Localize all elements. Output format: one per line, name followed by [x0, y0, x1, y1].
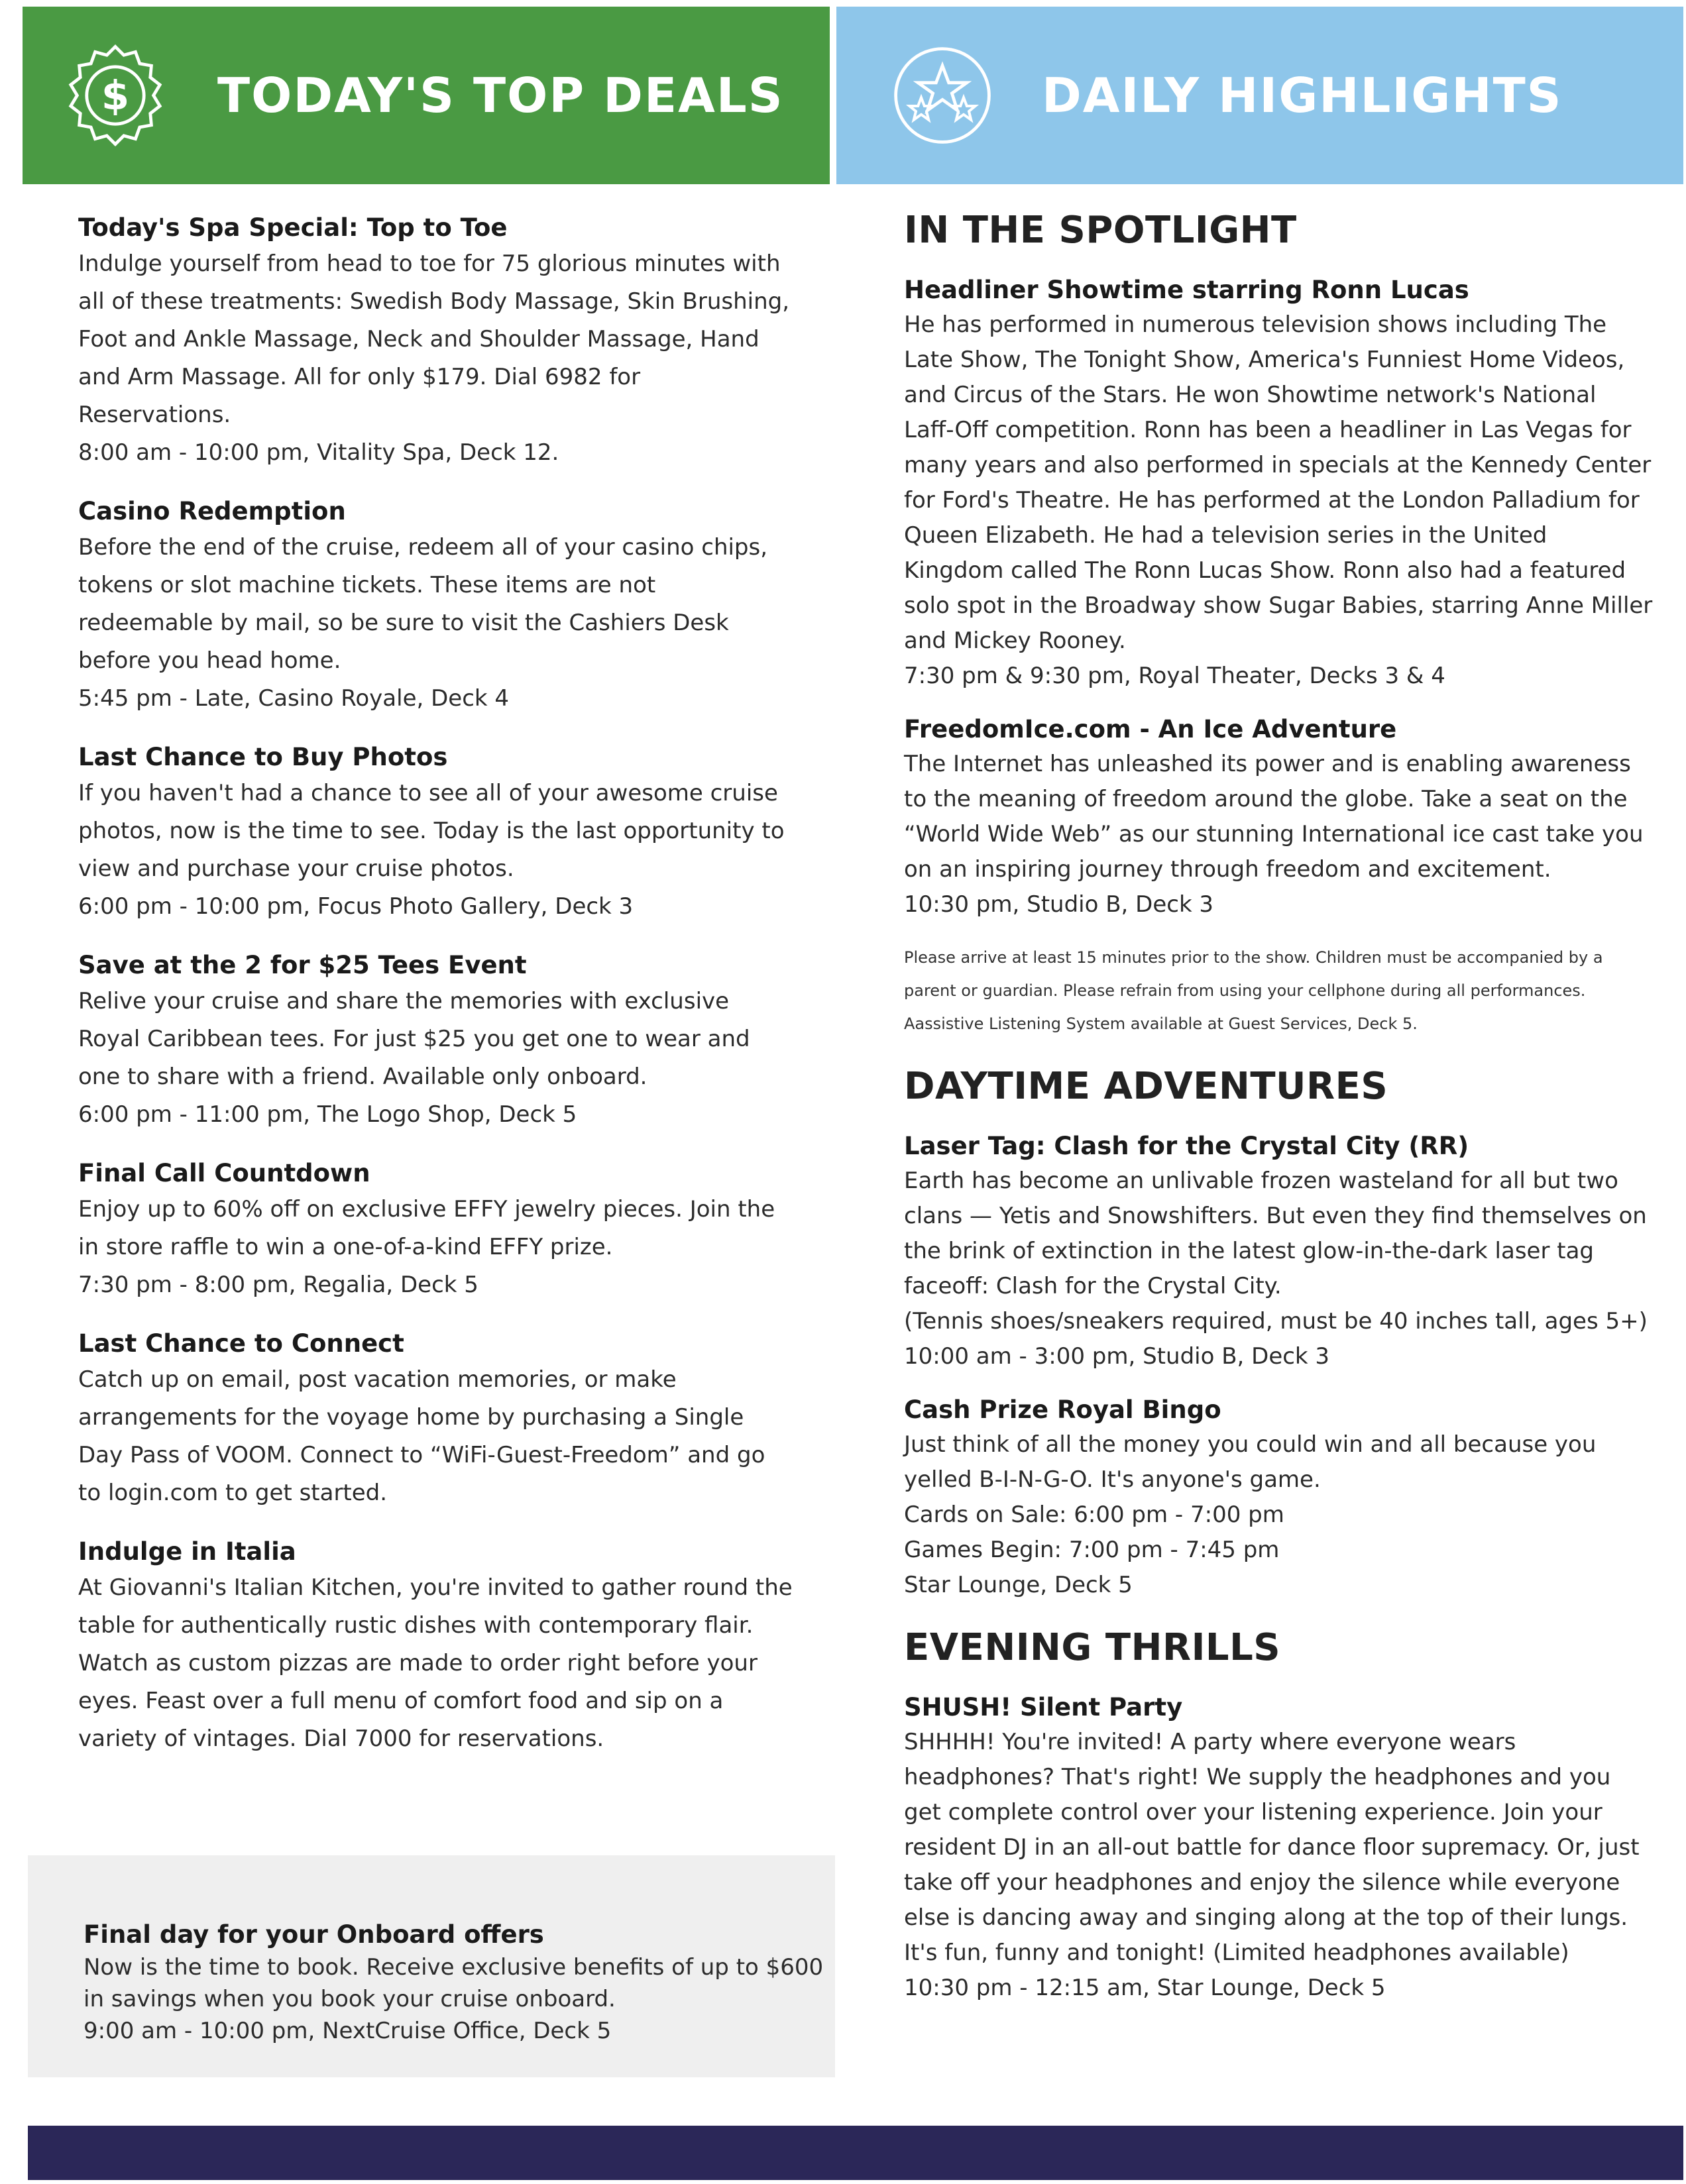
- event-description: Earth has become an unlivable frozen wasteland for all but two clans — Yetis and Snowshifters. But even they find themselves on the brink of extinction in the latest glow-in-the-dark laser tag faceoff: Clash for the Crystal City.: [904, 1168, 1647, 1299]
- deal-description: Enjoy up to 60% off on exclusive EFFY jewelry pieces. Join the in store raffle to win a one-of-a-kind EFFY prize.: [78, 1196, 775, 1260]
- deal-description: If you haven't had a chance to see all of your awesome cruise photos, now is the time to see. Today is the last opportunity to view and purchase your cruise photos.: [78, 780, 785, 882]
- daytime-heading: DAYTIME ADVENTURES: [904, 1065, 1388, 1108]
- offer-title: Final day for your Onboard offers: [84, 1920, 544, 1949]
- event-title: SHUSH! Silent Party: [904, 1693, 1183, 1721]
- deal-item: [78, 494, 794, 718]
- footer-bar: [28, 2126, 1683, 2180]
- event-item: [904, 1690, 1653, 2006]
- event-time-location: 10:00 am - 3:00 pm, Studio B, Deck 3: [904, 1343, 1330, 1370]
- evening-heading: EVENING THRILLS: [904, 1626, 1281, 1669]
- offer-time-location: 9:00 am - 10:00 pm, NextCruise Office, Deck 5: [84, 2018, 612, 2044]
- deal-title: Last Chance to Buy Photos: [78, 743, 448, 771]
- deal-description: Catch up on email, post vacation memories, or make arrangements for the voyage home by purchasing a Single Day Pass of VOOM. Connect to “WiFi-Guest-Freedom” and go to login.com to get started.: [78, 1366, 765, 1506]
- deal-title: Save at the 2 for $25 Tees Event: [78, 951, 527, 979]
- top-deals-banner: [23, 7, 830, 184]
- deal-title: Today's Spa Special: Top to Toe: [78, 213, 508, 242]
- top-deals-title: TODAY'S TOP DEALS: [217, 68, 784, 123]
- deal-time-location: 6:00 pm - 11:00 pm, The Logo Shop, Deck 5: [78, 1101, 577, 1128]
- stars-badge-icon: [889, 42, 995, 148]
- deal-time-location: 5:45 pm - Late, Casino Royale, Deck 4: [78, 685, 510, 712]
- deal-description: Before the end of the cruise, redeem all of your casino chips, tokens or slot machine tickets. These items are not redeemable by mail, so be sure to visit the Cashiers Desk before you head home.: [78, 534, 768, 674]
- event-time-location: 10:30 pm, Studio B, Deck 3: [904, 891, 1214, 918]
- deal-item: [78, 1535, 794, 1758]
- deal-item: [78, 1156, 794, 1304]
- event-item: [904, 712, 1653, 922]
- event-schedule-line: Star Lounge, Deck 5: [904, 1572, 1133, 1598]
- event-item: [904, 1393, 1653, 1603]
- event-title: Headliner Showtime starring Ronn Lucas: [904, 276, 1469, 304]
- deal-time-location: 6:00 pm - 10:00 pm, Focus Photo Gallery, Deck 3: [78, 893, 634, 920]
- event-time-location: 7:30 pm & 9:30 pm, Royal Theater, Decks 3 & 4: [904, 663, 1445, 689]
- deal-title: Last Chance to Connect: [78, 1329, 404, 1358]
- deal-description: At Giovanni's Italian Kitchen, you're invited to gather round the table for authentically rustic dishes with contemporary flair. Watch as custom pizzas are made to order right before your eyes. Feast over a full menu of comfort food and sip on a variety of vintages. Dial 7000 for reservations.: [78, 1574, 793, 1752]
- event-description: He has performed in numerous television shows including The Late Show, The Tonight Show, America's Funniest Home Videos, and Circus of the Stars. He won Showtime network's National Laff-Off competition. Ronn has been a headliner in Las Vegas for many years and also performed in specials at the Kennedy Center for Ford's Theatre. He has performed at the London Palladium for Queen Elizabeth. He had a television series in the United Kingdom called The Ronn Lucas Show. Ronn also had a featured solo spot in the Broadway show Sugar Babies, starring Anne Miller and Mickey Rooney.: [904, 311, 1653, 654]
- event-description: SHHHH! You're invited! A party where everyone wears headphones? That's right! We supply the headphones and you get complete control over your listening experience. Join your resident DJ in an all-out battle for dance floor supremacy. Or, just take off your headphones and enjoy the silence while everyone else is dancing away and singing along at the top of their lungs. It's fun, funny and tonight! (Limited headphones available): [904, 1729, 1640, 1966]
- daily-highlights-title: DAILY HIGHLIGHTS: [1042, 68, 1563, 123]
- daily-highlights-banner: [836, 7, 1683, 184]
- event-requirements: (Tennis shoes/sneakers required, must be 40 inches tall, ages 5+): [904, 1308, 1648, 1335]
- event-item: [904, 1129, 1653, 1374]
- offer-description: Now is the time to book. Receive exclusive benefits of up to $600 in savings when you book your cruise onboard.: [84, 1954, 824, 2012]
- event-title: FreedomIce.com - An Ice Adventure: [904, 715, 1397, 743]
- dollar-badge-icon: [62, 42, 168, 148]
- deal-description: Relive your cruise and share the memories with exclusive Royal Caribbean tees. For just $25 you get one to wear and one to share with a friend. Available only onboard.: [78, 988, 750, 1090]
- deal-title: Casino Redemption: [78, 497, 346, 525]
- deal-description: Indulge yourself from head to toe for 75 glorious minutes with all of these treatments: Swedish Body Massage, Skin Brushing, Foot and Ankle Massage, Neck and Shoulder Massage, Hand and Arm Massage. All for only $179. Dial 6982 for Reservations.: [78, 250, 790, 428]
- svg-text:$: $: [101, 72, 130, 119]
- event-title: Cash Prize Royal Bingo: [904, 1395, 1221, 1424]
- show-policy-note: Please arrive at least 15 minutes prior to the show. Children must be accompanied by a parent or guardian. Please refrain from using your cellphone during all performances. Aassistive Listening System available at Guest Services, Deck 5.: [904, 948, 1603, 1033]
- event-description: Just think of all the money you could win and all because you yelled B-I-N-G-O. It's anyone's game.: [904, 1431, 1597, 1493]
- deal-item: [78, 948, 794, 1134]
- event-item: [904, 273, 1653, 694]
- deals-column: [78, 211, 794, 1780]
- event-schedule-line: Cards on Sale: 6:00 pm - 7:00 pm: [904, 1502, 1284, 1528]
- spotlight-heading: IN THE SPOTLIGHT: [904, 209, 1297, 252]
- event-schedule-line: Games Begin: 7:00 pm - 7:45 pm: [904, 1537, 1280, 1563]
- deal-item: [78, 740, 794, 926]
- deal-item: [78, 211, 794, 472]
- event-title: Laser Tag: Clash for the Crystal City (RR): [904, 1132, 1469, 1160]
- event-time-location: 10:30 pm - 12:15 am, Star Lounge, Deck 5: [904, 1975, 1386, 2001]
- highlights-column: [904, 204, 1653, 2024]
- deal-item: [78, 1327, 794, 1512]
- event-description: The Internet has unleashed its power and is enabling awareness to the meaning of freedom around the globe. Take a seat on the “World Wide Web” as our stunning International ice cast take you on an inspiring journey through freedom and excitement.: [904, 751, 1644, 883]
- deal-title: Indulge in Italia: [78, 1537, 296, 1566]
- deal-title: Final Call Countdown: [78, 1159, 370, 1187]
- onboard-offer-box: [28, 1855, 835, 2077]
- deal-time-location: 7:30 pm - 8:00 pm, Regalia, Deck 5: [78, 1272, 478, 1298]
- deal-time-location: 8:00 am - 10:00 pm, Vitality Spa, Deck 12.: [78, 439, 559, 466]
